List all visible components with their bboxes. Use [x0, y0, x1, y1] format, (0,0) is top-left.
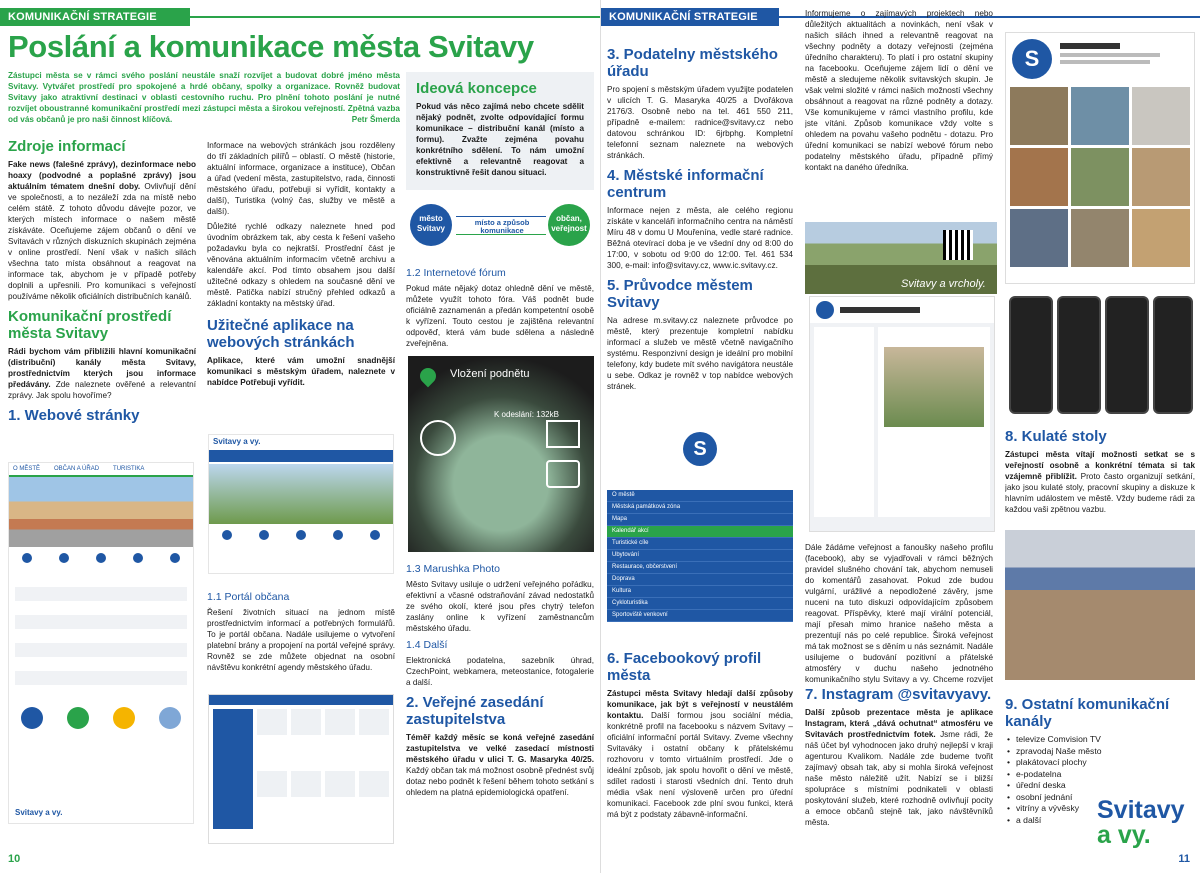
round-tables-block — [1005, 422, 1195, 522]
list-item: • vitríny a vývěsky — [1007, 803, 1195, 815]
web-hero-photo — [9, 477, 193, 547]
web-links-text: Důležité rychlé odkazy naleznete hned pod úvodním obrázkem tak, aby cesta k řešení vašeho požadavku byla co nejkratší. Prostřední část je věnována aktuálním informacím včetně archivu a kalendáře akcí. Pod tímto obsahem jsou další užitečné odkazy s ohledem na současné dění ve městě. Patička nabízí stručný přehled odkazů a základní kontakty na městský úřad. — [207, 222, 395, 308]
diagram-city: město Svitavy — [410, 204, 452, 246]
portal-screenshot — [208, 694, 394, 844]
web-news — [15, 573, 187, 693]
guide-menu-item[interactable]: Sportoviště venkovní — [607, 610, 793, 622]
list-item: • e-podatelna — [1007, 769, 1195, 781]
instagram-grid — [1006, 85, 1194, 269]
insta-bold: Další způsob prezentace města je aplikace Instagram, která „dává ochutnat“ atmosféru ve Svitavách prostřednictvím fotek. — [805, 708, 993, 739]
list-item: • plakátovací plochy — [1007, 757, 1195, 769]
zdroje-bold: Fake news (falešné zprávy), dezinformace nebo hoaxy (podvodné a poplašné zprávy) jsou aktuálním tématem dnešní doby. — [8, 160, 196, 191]
portal-block — [207, 586, 395, 686]
list-item: • zpravodaj Naše město — [1007, 746, 1195, 758]
heading-instagram: 7. Instagram @svitavyavy. — [805, 686, 992, 703]
guide-menu-item[interactable]: Restaurace, občerstvení — [607, 562, 793, 574]
list-item: • a další — [1007, 815, 1195, 827]
stoly-bold: Zástupci města vítají možnosti setkat se s veřejností osobně a konkrétní témata si tak vzájemně přiblížit. — [1005, 450, 1195, 481]
zasedani-bold: Téměř každý měsíc se koná veřejné zasedání zastupitelstva ve velké zasedací místnosti městského úřadu v ulici T. G. Masaryka 40/25. — [406, 733, 594, 764]
section-header-right: KOMUNIKAČNÍ STRATEGIE — [601, 8, 779, 26]
web-nav: O MĚSTĚ OBČAN A ÚŘAD TURISTIKA — [9, 463, 193, 477]
heading-ostatni: 9. Ostatní komunikační kanály — [1005, 696, 1170, 730]
heading-prostredi: Komunikační prostředí města Svitavy — [8, 308, 172, 342]
guide-menu-item[interactable]: Turistické cíle — [607, 538, 793, 550]
pruvodce-text: Na adrese m.svitavy.cz naleznete průvodce po městě, který prezentuje kompletní nabídku informací a služeb ve městě včetně navigačního systému. Responzivní design je ideální pro mobilní telefony, kdy budete mít svého navigátora neustále u sebe. Odkaz je rovněž v top nabídce webových stránek. — [607, 316, 793, 391]
idea-text: Pokud vás něco zajímá nebo chcete sdělit nějaký podnět, zvolte odpovídající formu komunikace – distribuční kanál (místo a formu). Zvažte zejména povahu konkrétního sdělení. To nám umožní efektivně a relevantně reagovat a konstruktivně řešit danou situaci. — [416, 102, 584, 177]
guide-menu-item[interactable]: Doprava — [607, 574, 793, 586]
list-item: • úřední deska — [1007, 780, 1195, 792]
heading-pruvodce: 5. Průvodce městem Svitavy — [607, 277, 753, 311]
guide-menu-item[interactable]: Kalendář akcí — [607, 526, 793, 538]
guide-menu-item[interactable]: Městská památková zóna — [607, 502, 793, 514]
prostredi-bold: Rádi bychom vám přiblížili hlavní komunikační (distribuční) kanály města Svitavy, prostřednictvím kterých jsou informace předávány. — [8, 347, 196, 389]
heading-web: 1. Webové stránky — [8, 407, 140, 424]
guide-mobile-screenshot — [607, 432, 793, 632]
fb-bold: Zástupci města Svitavy hledají další způsoby komunikace, jak být s veřejností v neustálém kontaktu. — [607, 689, 793, 720]
apps-text: Aplikace, které vám umožní snadnější komunikaci s městským úřadem, naleznete v nabídce Potřebuji vyřídit. — [207, 356, 395, 387]
column-5-top — [805, 8, 993, 250]
list-item: • osobní jednání — [1007, 792, 1195, 804]
heading-idea: Ideová koncepce — [416, 80, 537, 97]
facebook-block — [607, 644, 793, 844]
guide-menu-item[interactable]: Cykloturistika — [607, 598, 793, 610]
guide-menu-item[interactable]: Ubytování — [607, 550, 793, 562]
heading-zdroje: Zdroje informací — [8, 138, 126, 155]
svitavy-a-vy-logo: Svitavy a vy. — [1097, 796, 1185, 849]
section-header-left: KOMUNIKAČNÍ STRATEGIE — [0, 8, 190, 26]
heading-forum: 1.2 Internetové fórum — [406, 267, 506, 279]
fb-text: Další formou jsou sociální média, konkrétně profil na facebooku s názvem Svitavy – oficiální informační portál Svitavy. Zveme všechny Svitaváky i ostatní občany k přátelskému rozhovoru v tomto virtuálním prostředí. Jde o ideální způsob, jak spolu hovořit o dění ve městě, sdílet radosti i starosti všedních dní. Tento druh média však není výsloveně určen pro úřední komunikaci. Facebook zde plní svou funkci, která má být z podstaty zábavně-informační. — [607, 711, 793, 819]
column-3-lower — [406, 558, 594, 858]
guide-menu-item[interactable]: Kultura — [607, 586, 793, 598]
instagram-screenshot — [1005, 32, 1195, 284]
forum-text: Pokud máte nějaký dotaz ohledně dění ve městě, můžete využít tohoto fóra. Váš podnět bude oficiálně zaznamenán a předán kompetentní osobě k vyřízení. Touto cestou je zajištěna relevantní odpověď, která vám bude sdělena a následně zveřejněna. — [406, 284, 594, 348]
intro-signature: Petr Šmerda — [351, 115, 400, 124]
dalsi-text: Elektronická podatelna, sazebník úhrad, CzechPoint, webkamera, meteostanice, fotogalerie a další. — [406, 656, 594, 687]
portal-text: Řešení životních situací na jednom místě prostřednictvím informací a potřebných formulářů. To je portál občana. Nadále usilujeme o vytvoření platební brány a propojení na portál veřejné správy. Rovněž se zde můžete objednat na osobní návštěvu konkrétní agendy městského úřadu. — [207, 608, 395, 672]
header-rule-left — [190, 16, 600, 18]
heading-marushka: 1.3 Marushka Photo — [406, 563, 500, 575]
zasedani-text: Každý občan tak má možnost osobně přednést svůj dotaz nebo podnět k řešení během tohoto setkání s ohledem na platná epidemiologická opatření. — [406, 766, 594, 797]
web-pillars-text: Informace na webových stránkách jsou rozděleny do tří základních pilířů – oblastí. O městě (historie, aktuální informace, organizace a instituce), Občan a úřad (vedení města, zastupitelstvo, rada, činnosti městského úřadu, potřebuji si vyřídit, kontakty a další), Turistika (volný čas, služby ve městě a další). — [207, 141, 395, 216]
list-item: • televize Comvision TV — [1007, 734, 1195, 746]
gallery-icon[interactable] — [546, 420, 580, 448]
column-2 — [207, 140, 395, 420]
ic-text: Informace nejen z města, ale celého regionu získáte v kanceláři informačního centra na náměstí Míru 48 v domu U Mouřenína, vedle staré radnice. Běžná otevírací doba je ve všední dny od 8:00 do 17:00, v sobotu od 9:00 do 12:00. Tel. 461 534 300, e-mail: info@svitavy.cz, www.ic.svitavy.cz. — [607, 206, 793, 270]
phone-size: K odeslání: 132kB — [494, 410, 559, 419]
photo-caption: Svitavy a vrcholy. — [901, 278, 986, 290]
right-page — [600, 0, 1200, 873]
fb-policy-text: Informujeme o zajímavých projektech nebo důležitých aktualitách a novinkách, není však v našich silách ihned a relevantně reagovat na všechny podněty a dotazy veřejnosti (zejména úředního charakteru). To platí i pro ostatní skupiny na facebooku. Oceňujeme zájem lidí o dění ve městě a sledujeme několik svitavských skupin. Je však velmi složité v rámci našich možností všechny obsáhnout a reagovat na různé podněty a dotazy. Vše komunikujeme v rámci vlastního profilu, kde jste vítáni. Způsob komunikace vždy volte s ohledem na povahu vašeho podnětu - dotazu. Pro úřední komunikaci se nabízí webové fórum nebo podatelny městského úřadu, případně přímý kontakt na daného úředníka. — [805, 9, 993, 172]
heading-ic: 4. Městské informační centrum — [607, 167, 764, 201]
insta-text: Jsme rádi, že náš účet byl vyhodnocen jako druhý nejlepší v kraji agenturou Kvalikom. Nadále zde budeme tvořit zajímavý obsah tak, aby si mohla široká veřejnost naše město náležitě užít. Nabízí se i bližší spolupráce s místními podnikateli v oblasti poskytování služeb, které rozhodně ovlivňují pocity a emoce občanů stejně tak, jako návštěvníků města. — [805, 730, 993, 827]
prostredi-text: Zde naleznete ověřené a relevantní zprávy. Jak spolu hovoříme? — [8, 380, 196, 400]
marushka-photo-screenshot — [408, 356, 594, 552]
heading-facebook: 6. Facebookový profil města — [607, 650, 762, 684]
stoly-text: Proto často organizují setkání, jako jsou kulaté stoly, pracovní skupiny a diskuze k hlavním událostem ve městě. Vždy budeme rádi za každou vaši zpětnou vazbu. — [1005, 472, 1195, 514]
instagram-block — [805, 680, 993, 860]
heading-zasedani: 2. Veřejné zasedání zastupitelstva — [406, 694, 544, 728]
meeting-photo — [1005, 530, 1195, 680]
podatelny-text: Pro spojení s městským úřadem využijte podatelen v ulicích T. G. Masaryka 40/25 a Dvořákova 2176/3. Osobně nebo na tel. 461 550 211, případně e-mailem: radnice@svitavy.cz nebo datovou schránkou ID: 6jrbphg. Kompletní telefonní seznam naleznete na webových stránkách. — [607, 85, 793, 160]
intro-text: Zástupci města se v rámci svého poslání neustále snaží rozvíjet a budovat dobré jméno města Svitavy. Vytvářet prostředí pro spokojené a hrdé občany, spolky a organizace. Rovněž budovat Svitavy jako atraktivní destinaci v oblasti cestovního ruchu. Pro plnění tohoto poslání je nutné rozvíjet oboustranné komunikační prostředí mezi zástupci města a širokou veřejností. Zpětná vazba od vás občanů je pro naši činnost klíčová. — [8, 71, 400, 124]
camera-icon[interactable] — [546, 460, 580, 488]
phones-photo — [1005, 294, 1195, 418]
forum-block — [406, 262, 594, 352]
marushka-text: Město Svitavy usiluje o udržení veřejného pořádku, efektivní a včasné odstraňování závad nedostatků ze svého okolí, které jsou přes chytrý telefon zaslány online k vyřízení zaměstnancům městského úřadu. — [406, 580, 594, 633]
instagram-avatar: S — [1012, 39, 1052, 79]
heading-apps: Užitečné aplikace na webových stránkách — [207, 317, 355, 351]
qr-code — [943, 230, 973, 260]
guide-menu-item[interactable]: Mapa — [607, 514, 793, 526]
phone-title: Vložení podnětu — [450, 368, 530, 380]
column-4 — [607, 40, 793, 460]
intro — [8, 70, 400, 128]
diagram-public: občan, veřejnost — [548, 204, 590, 246]
web-footer-logo: Svitavy a vy. — [15, 808, 63, 817]
landscape-photo — [805, 222, 997, 294]
heading-portal: 1.1 Portál občana — [207, 591, 290, 603]
heading-dalsi: 1.4 Další — [406, 639, 448, 651]
heading-stoly: 8. Kulaté stoly — [1005, 428, 1107, 445]
page-title: Poslání a komunikace města Svitavy — [8, 30, 534, 64]
fb-rules-text: Dále žádáme veřejnost a fanoušky našeho profilu (facebook), aby se vyjadřovali v rámci běžných pravidel slušného chování tak, abychom nemuseli do komentářů zasahovat. Pokud zde budou vulgární, urážlivé a nepodložené závěry, jsme nuceni na tuto diskuzi odpovídajícím způsobem reagovat. Příspěvky, které mají virální potenciál, mají přesah mimo hranice našeho města a prezentují nás po celé republice. Široká veřejnost má tak možnost se s děním u nás seznámit. Nadále usilujeme o budování pozitivní a přátelské atmosféry v duchu našeho jednotného komunikačního stylu Svitavy a vy. Chceme rozvíjet — [805, 543, 993, 684]
heading-podatelny: 3. Podatelny městského úřadu — [607, 46, 778, 80]
column-5-mid — [805, 542, 993, 686]
fb-avatar — [816, 301, 834, 319]
web-quicklinks — [9, 547, 193, 569]
guide-menu-item[interactable]: O městě — [607, 490, 793, 502]
svitavy-s-logo: S — [683, 432, 717, 466]
title-block — [8, 30, 593, 64]
share-icon[interactable] — [420, 420, 456, 456]
zdroje-text: Ovlivňují dění ve společnosti, a to nezáleží zda na místě nebo celém státě. Z tohoto důvodu dávejte pozor, ve kterých místech informace o našem městě získáváte. Oceňujeme zájem občanů o dění ve Svitavách v různých diskuzních skupinách zejména v online prostředí. Není však v našich silách všechna tato místa obsáhnout a reagovat na informace tak, abychom je v případě potřeby doplnili a upřesnili. Pro komunikaci s veřejností používáme několik oficiálních distribučních kanálů. — [8, 182, 196, 301]
column-1 — [8, 132, 196, 432]
facebook-screenshot — [809, 296, 995, 532]
page-number-left: 10 — [8, 853, 21, 865]
communication-diagram — [406, 196, 594, 256]
guide-menu — [607, 490, 793, 622]
website-screenshot — [8, 462, 194, 824]
idea-box — [406, 72, 594, 190]
web-screenshot-2: Svitavy a vy. — [208, 434, 394, 574]
diagram-middle: místo a způsob komunikace — [474, 218, 530, 235]
page-number-right: 11 — [1178, 853, 1190, 865]
web-circles — [9, 697, 193, 739]
